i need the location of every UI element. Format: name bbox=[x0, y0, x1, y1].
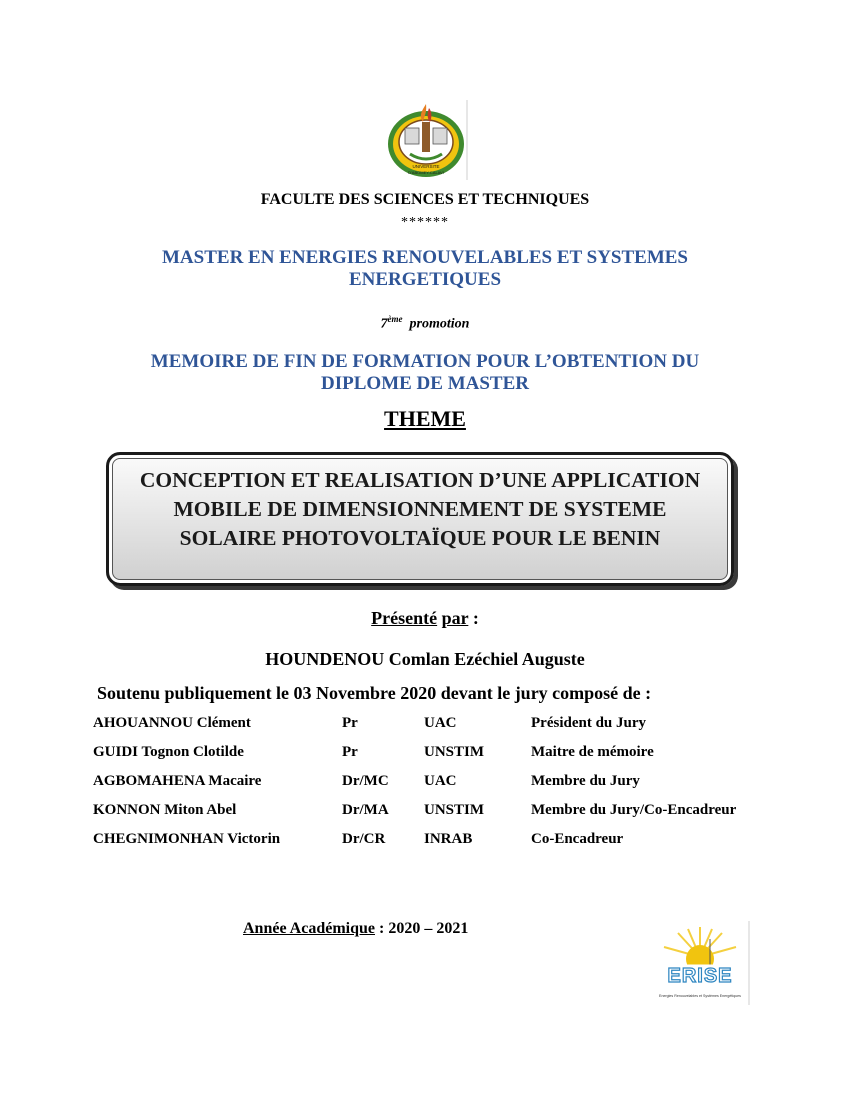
memoire-title-line2: DIPLOME DE MASTER bbox=[321, 373, 529, 394]
jury-grade: Dr/CR bbox=[342, 831, 386, 847]
erise-logo bbox=[652, 921, 750, 1005]
jury-name: AGBOMAHENA Macaire bbox=[93, 773, 262, 789]
promotion-suffix: ème bbox=[387, 314, 403, 324]
defense-statement: Soutenu publiquement le 03 Novembre 2020 devant le jury composé de : bbox=[97, 683, 652, 703]
presente-word: Présenté bbox=[371, 608, 438, 628]
jury-name: AHOUANNOU Clément bbox=[93, 715, 251, 731]
author-name: HOUNDENOU Comlan Ezéchiel Auguste bbox=[265, 649, 585, 669]
jury-grade: Pr bbox=[342, 744, 358, 760]
master-title bbox=[0, 247, 850, 291]
memoire-title-line1: MEMOIRE DE FIN DE FORMATION POUR L’OBTENTION DU bbox=[150, 351, 700, 372]
theme-title-line1: CONCEPTION ET REALISATION D’UNE APPLICATION bbox=[139, 468, 701, 492]
promotion-number: 7 bbox=[380, 316, 388, 332]
theme-title-line3: SOLAIRE PHOTOVOLTAÏQUE POUR LE BENIN bbox=[179, 526, 661, 550]
jury-grade: Dr/MA bbox=[342, 802, 389, 818]
university-logo bbox=[383, 98, 469, 182]
jury-role: Maitre de mémoire bbox=[531, 744, 654, 760]
academic-year-label: Année Académique bbox=[243, 920, 375, 937]
memoire-title bbox=[0, 351, 850, 395]
academic-year bbox=[243, 920, 468, 938]
svg-text:ERISE: ERISE bbox=[667, 965, 733, 987]
jury-role: Membre du Jury/Co-Encadreur bbox=[531, 802, 737, 818]
par-word: par bbox=[441, 608, 469, 628]
master-title-line1: MASTER EN ENERGIES RENOUVELABLES ET SYSTEMES bbox=[162, 247, 688, 268]
jury-role: Président du Jury bbox=[531, 715, 647, 731]
jury-name: GUIDI Tognon Clotilde bbox=[93, 744, 244, 760]
promotion-word: promotion bbox=[409, 316, 470, 332]
svg-text:D'ABOMEY-CALAVI: D'ABOMEY-CALAVI bbox=[408, 170, 444, 175]
academic-year-value: : 2020 – 2021 bbox=[375, 920, 469, 937]
jury-institution: UNSTIM bbox=[424, 802, 485, 818]
jury-institution: UAC bbox=[424, 773, 457, 789]
theme-label: THEME bbox=[384, 406, 466, 431]
jury-institution: INRAB bbox=[424, 831, 473, 847]
theme-title-line2: MOBILE DE DIMENSIONNEMENT DE SYSTEME bbox=[173, 497, 667, 521]
presented-by bbox=[0, 608, 850, 629]
svg-text:UNIVERSITE: UNIVERSITE bbox=[412, 164, 440, 169]
faculty-name: FACULTE DES SCIENCES ET TECHNIQUES bbox=[260, 191, 590, 208]
jury-grade: Dr/MC bbox=[342, 773, 389, 789]
master-title-line2: ENERGETIQUES bbox=[348, 269, 502, 290]
promotion bbox=[0, 314, 850, 333]
jury-institution: UNSTIM bbox=[424, 744, 485, 760]
theme-title bbox=[106, 466, 734, 553]
jury-role: Membre du Jury bbox=[531, 773, 640, 789]
separator-stars: ****** bbox=[401, 215, 449, 230]
jury-name: CHEGNIMONHAN Victorin bbox=[93, 831, 281, 847]
jury-institution: UAC bbox=[424, 715, 457, 731]
presente-colon: : bbox=[468, 608, 479, 628]
jury-role: Co-Encadreur bbox=[531, 831, 624, 847]
jury-name: KONNON Miton Abel bbox=[93, 802, 237, 818]
jury-grade: Pr bbox=[342, 715, 358, 731]
svg-text:Energies Renouvelables et Syst: Energies Renouvelables et Systèmes Energétiques bbox=[659, 994, 741, 998]
